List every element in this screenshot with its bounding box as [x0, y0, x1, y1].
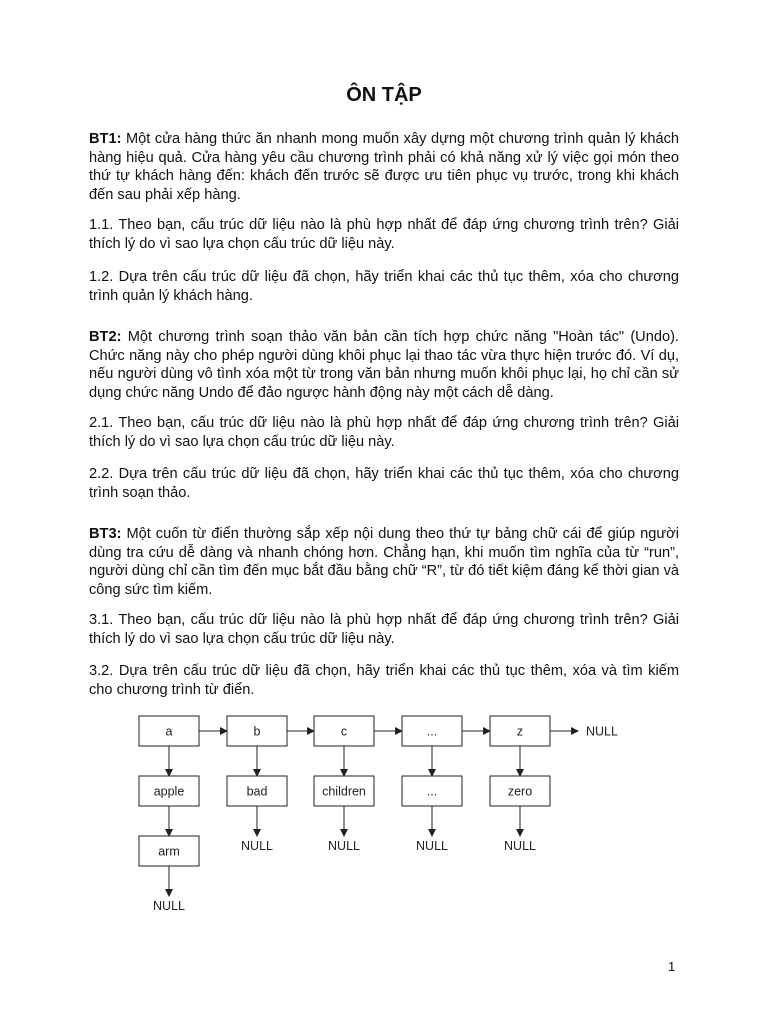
child-node-4-0-label: zero: [507, 784, 533, 799]
head-node-4-label: z: [516, 724, 524, 739]
head-node-1-label: b: [253, 724, 261, 739]
null-label-2: NULL: [328, 839, 360, 853]
head-node-2-label: c: [340, 724, 348, 739]
head-node-3-label: ...: [426, 724, 438, 739]
null-label-0: NULL: [153, 899, 185, 913]
child-node-1-0-label: bad: [246, 784, 268, 799]
bt1-question-2: 1.2. Dựa trên cấu trúc dữ liệu đã chọn, hãy triển khai các thủ tục thêm, xóa cho chương trình quản lý khách hàng.: [89, 269, 679, 304]
child-node-0-0-label: apple: [153, 784, 185, 799]
bt1-question-1: 1.1. Theo bạn, cấu trúc dữ liệu nào là phù hợp nhất để đáp ứng chương trình trên? Giải thích lý do vì sao lựa chọn cấu trúc dữ liệu này.: [89, 217, 679, 252]
page-number: 1: [668, 959, 676, 974]
child-node-2-0-label: children: [322, 784, 366, 799]
bt1-text: Một cửa hàng thức ăn nhanh mong muốn xây dựng một chương trình quản lý khách hàng hiệu quả. Cửa hàng yêu cầu chương trình phải có khả năng xử lý việc gọi món theo thứ tự khách hàng đến: khách đến trước sẽ được ưu tiên phục vụ trước, trong khi khách đến sau phải xếp hàng.: [89, 131, 679, 203]
bt2-question-2: 2.2. Dựa trên cấu trúc dữ liệu đã chọn, hãy triển khai các thủ tục thêm, xóa cho chương trình soạn thảo.: [89, 466, 679, 501]
bt3-question-1: 3.1. Theo bạn, cấu trúc dữ liệu nào là phù hợp nhất để đáp ứng chương trình trên? Giải thích lý do vì sao lựa chọn cấu trúc dữ liệu này.: [89, 612, 679, 647]
page-title: ÔN TẬP: [346, 84, 422, 106]
child-node-0-1-label: arm: [158, 844, 180, 859]
null-label-1: NULL: [241, 839, 273, 853]
bt2-label: BT2:: [89, 329, 122, 345]
bt3-question-2: 3.2. Dựa trên cấu trúc dữ liệu đã chọn, hãy triển khai các thủ tục thêm, xóa và tìm kiếm cho chương trình từ điển.: [89, 663, 679, 698]
null-label-3: NULL: [416, 839, 448, 853]
bt2-question-1: 2.1. Theo bạn, cấu trúc dữ liệu nào là phù hợp nhất để đáp ứng chương trình trên? Giải thích lý do vì sao lựa chọn cấu trúc dữ liệu này.: [89, 415, 679, 450]
bt3-label: BT3:: [89, 526, 122, 542]
head-null-label: NULL: [586, 724, 618, 739]
bt2-text: Một chương trình soạn thảo văn bản cần tích hợp chức năng "Hoàn tác" (Undo). Chức năng này cho phép người dùng khôi phục lại thao tác vừa thực hiện trước đó. Ví dụ, nếu người dùng vô tình xóa một từ trong văn bản nhưng muốn khôi phục lại, họ chỉ cần sử dụng chức năng Undo để đảo ngược hành động này một cách dễ dàng.: [89, 329, 679, 401]
null-label-4: NULL: [504, 839, 536, 853]
head-node-0-label: a: [165, 724, 173, 739]
child-node-3-0-label: ...: [426, 784, 438, 799]
bt3-text: Một cuốn từ điển thường sắp xếp nội dung theo thứ tự bảng chữ cái để giúp người dùng tra cứu dễ dàng và nhanh chóng hơn. Chẳng hạn, khi muốn tìm nghĩa của từ “run”, người dùng chỉ cần tìm đến mục bắt đầu bằng chữ “R”, từ đó tiết kiệm đáng kể thời gian và công sức tìm kiếm.: [89, 526, 679, 598]
bt1-label: BT1:: [89, 131, 122, 147]
